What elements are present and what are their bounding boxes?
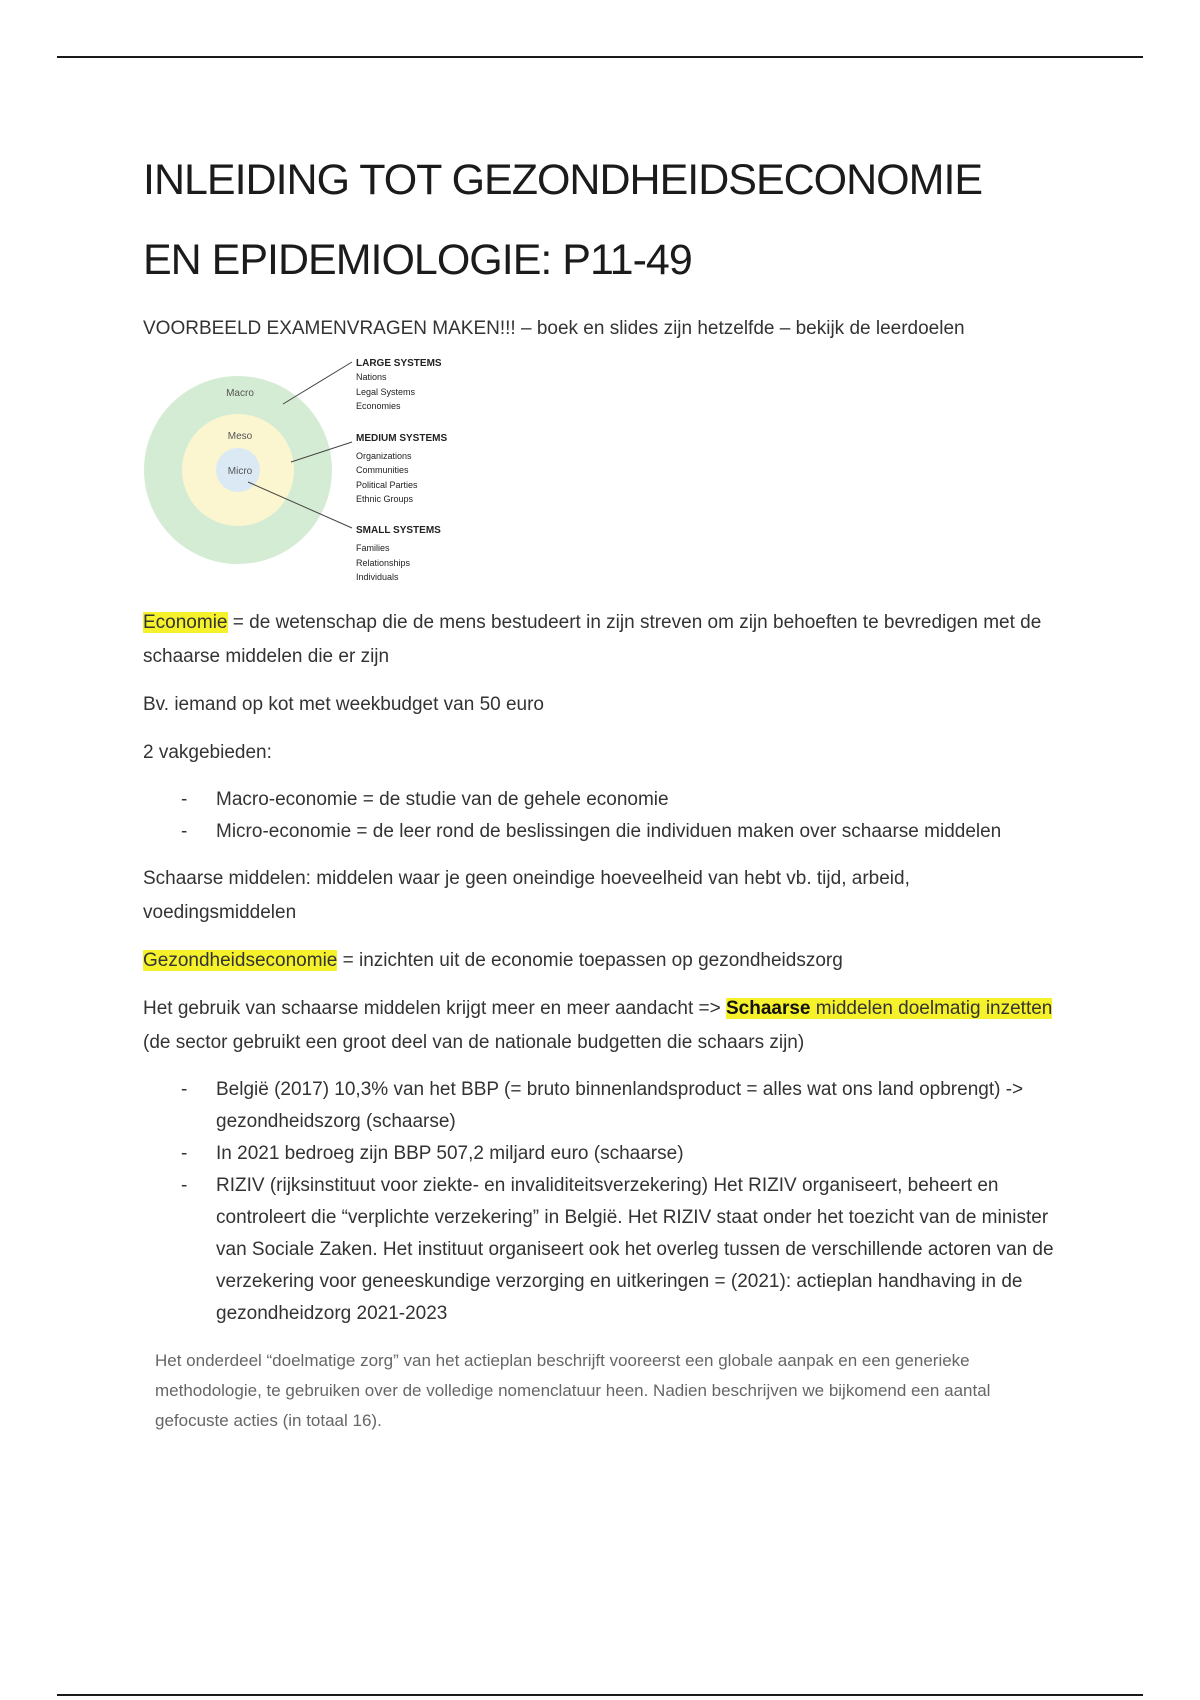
gebruik-paragraph	[143, 992, 1063, 1060]
medium-systems-item: Ethnic Groups	[356, 494, 414, 504]
macro-label: Macro	[226, 388, 254, 399]
list-item-text: In 2021 bedroeg zijn BBP 507,2 miljard euro (schaarse)	[216, 1143, 684, 1164]
medium-systems-item: Political Parties	[356, 480, 418, 490]
medium-systems-item: Organizations	[356, 451, 412, 461]
gebruik-highlight-bold: Schaarse	[725, 998, 811, 1019]
dash: -	[181, 789, 188, 810]
dash: -	[181, 1143, 188, 1164]
list-item	[143, 816, 1063, 848]
gezondheidseconomie-definition-text: = inzichten uit de economie toepassen op gezondheidszorg	[337, 950, 843, 971]
large-systems-item: Economies	[356, 401, 401, 411]
economie-definition	[143, 606, 1063, 674]
economie-definition-text: = de wetenschap die de mens bestudeert in zijn streven om zijn behoeften te bevredigen met de schaarse middelen die er zijn	[143, 612, 1042, 667]
systems-diagram-svg	[143, 352, 483, 592]
list-item	[143, 784, 1063, 816]
gezondheidseconomie-term: Gezondheidseconomie	[143, 950, 338, 971]
gebruik-before: Het gebruik van schaarse middelen krijgt meer en meer aandacht =>	[143, 998, 726, 1019]
gezondheidseconomie-definition	[143, 944, 1063, 978]
small-systems-item: Families	[356, 543, 390, 553]
medium-systems-item: Communities	[356, 465, 409, 475]
list-item-text: België (2017) 10,3% van het BBP (= bruto binnenlandsproduct = alles wat ons land opbrengt) -> gezondheidszorg (schaarse)	[216, 1079, 1024, 1132]
systems-diagram	[143, 352, 1063, 592]
title-line-2: EN EPIDEMIOLOGIE: P11-49	[143, 236, 692, 284]
vakgebieden-intro: 2 vakgebieden:	[143, 742, 272, 763]
document-body	[143, 140, 1063, 1436]
list-item-text: Micro-economie = de leer rond de beslissingen die individuen maken over schaarse middelen	[216, 821, 1002, 842]
large-systems-heading: LARGE SYSTEMS	[356, 358, 442, 369]
dash: -	[181, 1079, 188, 1100]
list-item-text: RIZIV (rijksinstituut voor ziekte- en invaliditeitsverzekering) Het RIZIV organiseert, beheert en controleert die “verplichte verzekering” in België. Het RIZIV staat onder het toezicht van de minister van Sociale Zaken. Het instituut organiseert ook het overleg tussen de verschillende actoren van de verzekering voor geneeskundige verzorging en uitkeringen = (2021): actieplan handhaving in de gezondheidzorg 2021-2023	[216, 1175, 1054, 1324]
macro-connector	[283, 362, 352, 404]
vakgebieden-list	[143, 784, 1063, 848]
list-item	[143, 1074, 1063, 1138]
example-text: Bv. iemand op kot met weekbudget van 50 euro	[143, 694, 545, 715]
small-systems-heading: SMALL SYSTEMS	[356, 525, 441, 536]
list-item-text: Macro-economie = de studie van de gehele economie	[216, 789, 669, 810]
facts-list	[143, 1074, 1063, 1330]
large-systems-item: Nations	[356, 372, 387, 382]
list-item	[143, 1138, 1063, 1170]
small-systems-item: Individuals	[356, 572, 399, 582]
subtitle: VOORBEELD EXAMENVRAGEN MAKEN!!! – boek en slides zijn hetzelfde – bekijk de leerdoelen	[143, 318, 965, 339]
bottom-rule	[57, 1694, 1143, 1696]
dash: -	[181, 821, 188, 842]
quoted-excerpt: Het onderdeel “doelmatige zorg” van het actieplan beschrijft vooreerst een globale aanpak en een generieke methodologie, te gebruiken over de volledige nomenclatuur heen. Nadien beschrijven we bijkomend een aantal gefocuste acties (in totaal 16).	[155, 1351, 991, 1430]
list-item	[143, 1170, 1063, 1330]
top-rule	[57, 56, 1143, 58]
gebruik-after: (de sector gebruikt een groot deel van de nationale budgetten die schaars zijn)	[143, 1032, 805, 1053]
page-title	[143, 140, 1063, 300]
micro-label: Micro	[227, 466, 253, 477]
dash: -	[181, 1175, 188, 1196]
schaarse-text: Schaarse middelen: middelen waar je geen oneindige hoeveelheid van hebt vb. tijd, arbeid, voedingsmiddelen	[143, 868, 910, 923]
gebruik-highlight: middelen doelmatig inzetten	[810, 998, 1053, 1019]
meso-label: Meso	[227, 431, 253, 442]
economie-term: Economie	[143, 612, 228, 633]
medium-systems-heading: MEDIUM SYSTEMS	[356, 433, 448, 444]
small-systems-item: Relationships	[356, 558, 411, 568]
large-systems-item: Legal Systems	[356, 387, 416, 397]
title-line-1: INLEIDING TOT GEZONDHEIDSECONOMIE	[143, 156, 983, 204]
